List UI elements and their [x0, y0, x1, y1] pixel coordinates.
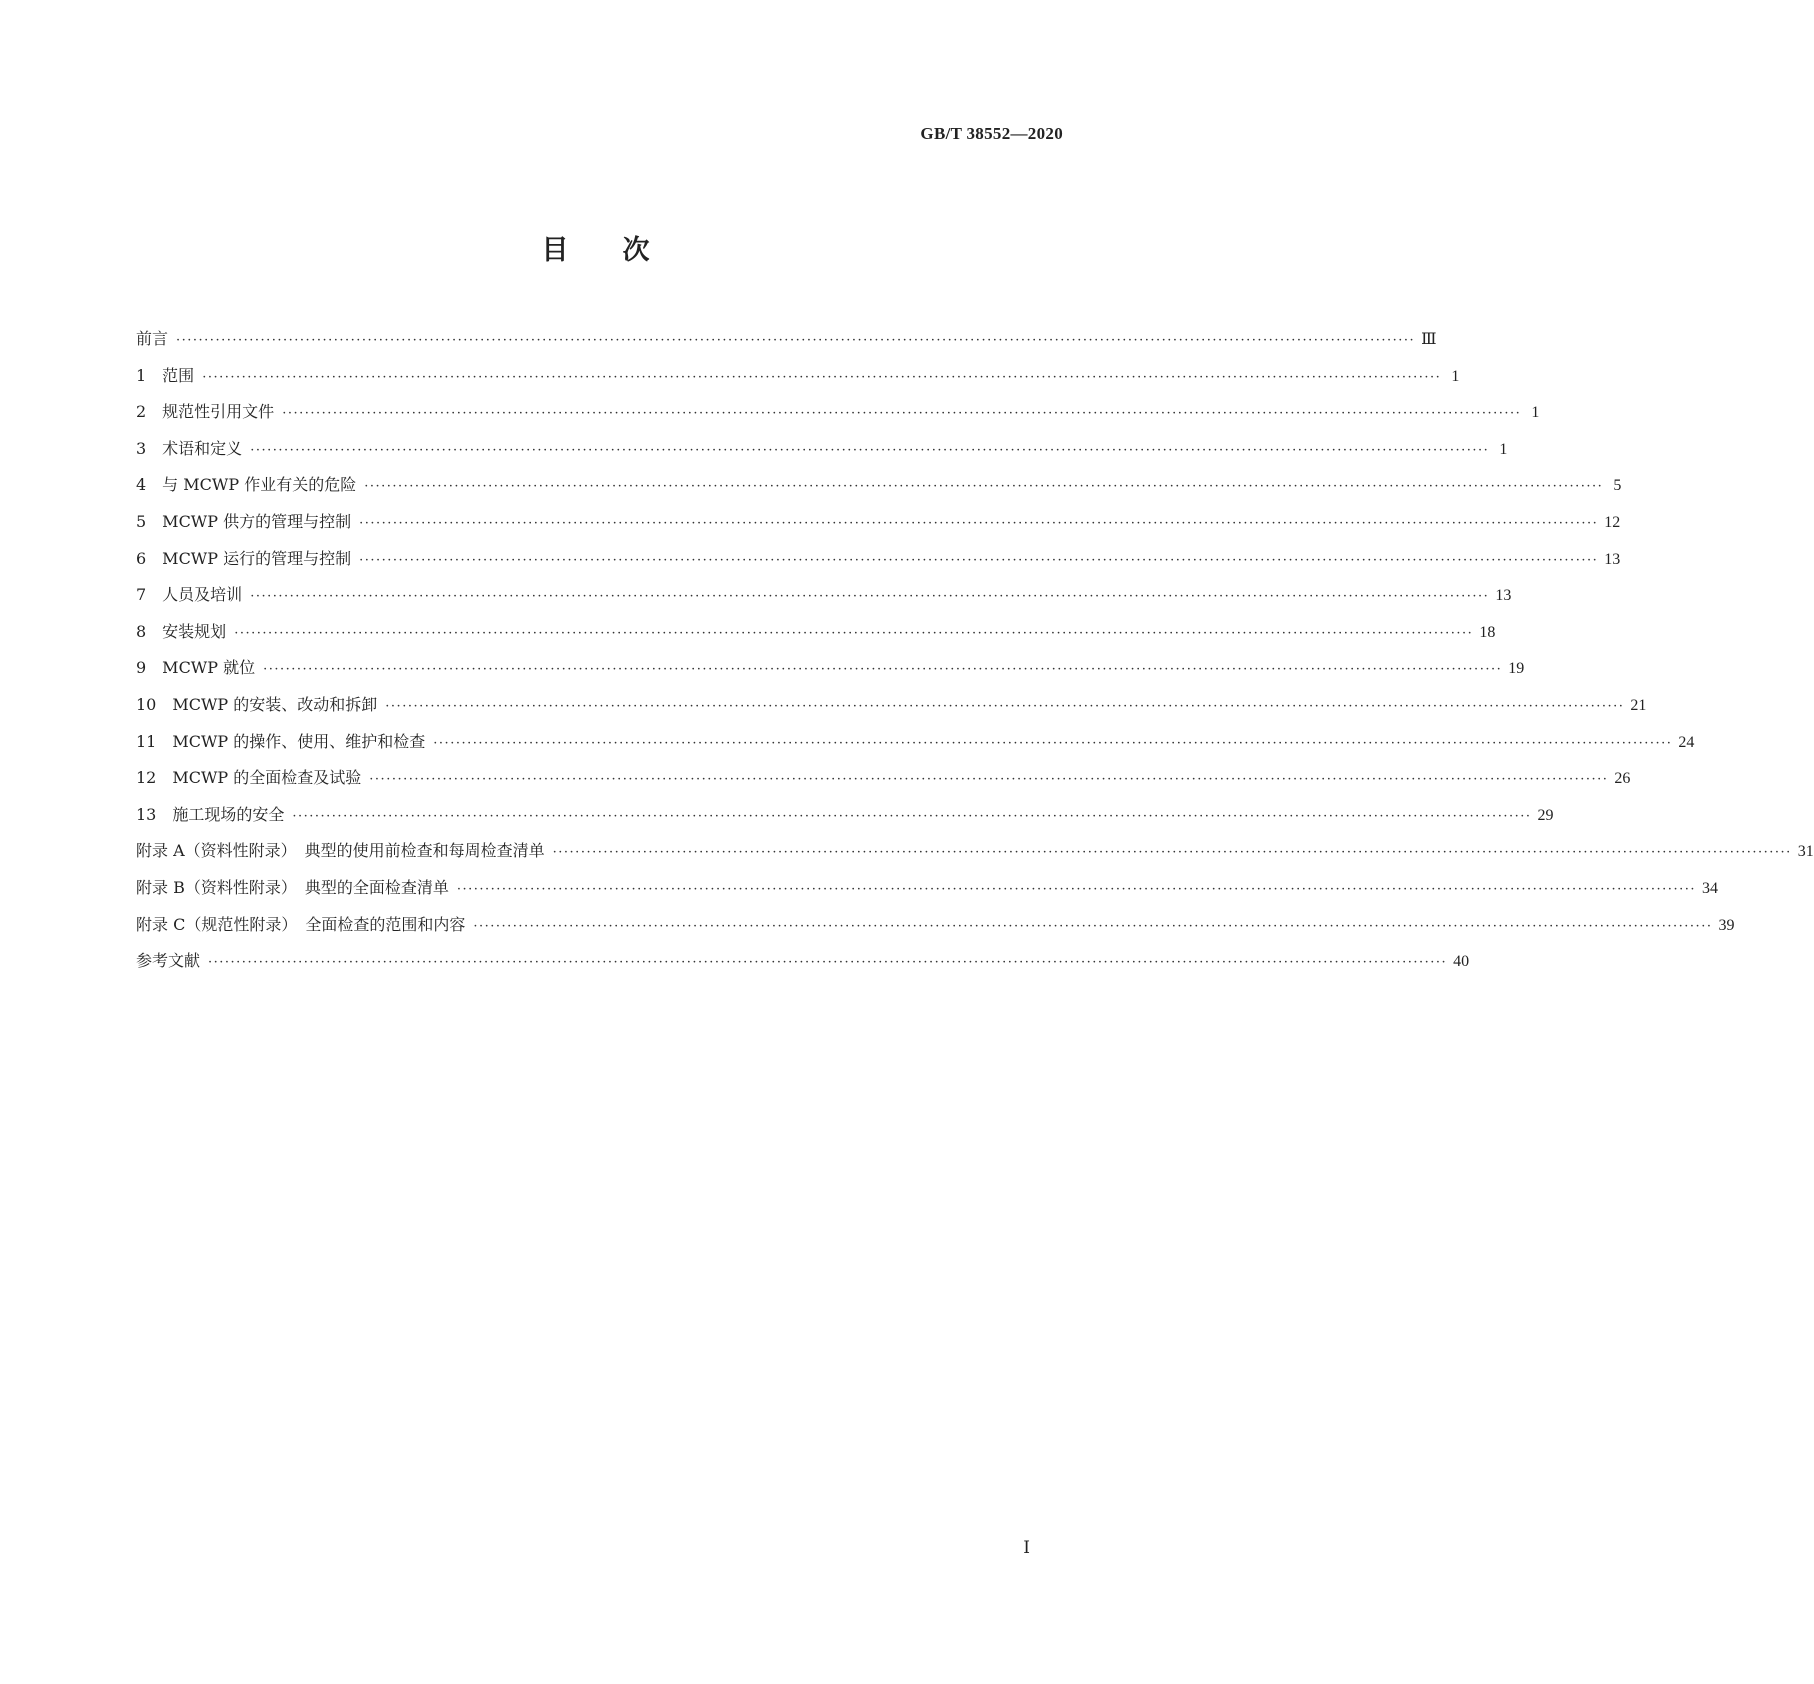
toc-entry[interactable]	[136, 875, 1718, 912]
toc-entry-label: 11 MCWP 的操作、使用、维护和检查	[136, 731, 426, 751]
dot-leader: ····························································································································································································································	[359, 515, 1599, 531]
toc-entry-page: 19	[1508, 660, 1525, 678]
toc-entry[interactable]	[136, 363, 1460, 400]
toc-entry-page: 18	[1479, 623, 1496, 641]
dot-leader: ····························································································································································································································	[456, 881, 1696, 897]
toc-entry-label: 8 安装规划	[136, 621, 227, 641]
toc-entry[interactable]	[136, 436, 1508, 473]
toc-entry[interactable]	[136, 692, 1647, 729]
dot-leader: ····························································································································································································································	[234, 625, 1474, 641]
toc-entry-page: Ⅲ	[1421, 331, 1437, 348]
toc-entry[interactable]	[136, 655, 1525, 692]
dot-leader: ····························································································································································································································	[292, 808, 1532, 824]
toc-entry-label: 13 施工现场的安全	[136, 804, 285, 824]
toc-entry-label: 参考文献	[136, 951, 201, 971]
dot-leader: ····························································································································································································································	[552, 845, 1792, 861]
toc-entry[interactable]	[136, 326, 1437, 363]
toc-entry-label: 附录 C（规范性附录） 全面检查的范围和内容	[136, 914, 466, 934]
toc-entry-page: 12	[1604, 513, 1621, 531]
toc-entry[interactable]	[136, 729, 1695, 766]
toc-entry-label: 12 MCWP 的全面检查及试验	[136, 768, 362, 788]
toc-entry-page: 34	[1701, 879, 1718, 897]
dot-leader: ····························································································································································································································	[433, 735, 1673, 751]
toc-entry-label: 6 MCWP 运行的管理与控制	[136, 548, 352, 568]
dot-leader: ····························································································································································································································	[473, 918, 1713, 934]
toc-entry[interactable]	[136, 472, 1622, 509]
toc-entry-page: 13	[1495, 587, 1512, 605]
toc-entry[interactable]	[136, 582, 1512, 619]
dot-leader: ····························································································································································································································	[282, 406, 1522, 422]
toc-entry-label: 附录 B（资料性附录） 典型的全面检查清单	[136, 877, 449, 897]
toc-entry-page: 26	[1614, 770, 1631, 788]
toc-entry-label: 4 与 MCWP 作业有关的危险	[136, 475, 357, 495]
dot-leader: ····························································································································································································································	[359, 552, 1599, 568]
dot-leader: ····························································································································································································································	[364, 479, 1604, 495]
toc-entry-label: 2 规范性引用文件	[136, 402, 275, 422]
toc-entry[interactable]	[136, 802, 1554, 839]
toc-entry-label: 7 人员及培训	[136, 585, 243, 605]
toc-entry-label: 1 范围	[136, 365, 195, 385]
toc-entry-label: 9 MCWP 就位	[136, 658, 256, 678]
toc-entry[interactable]	[136, 619, 1496, 656]
toc-entry[interactable]	[136, 546, 1621, 583]
page-title: 目 次	[541, 235, 650, 266]
dot-leader: ····························································································································································································································	[263, 662, 1503, 678]
toc-entry-label: 10 MCWP 的安装、改动和拆卸	[136, 694, 378, 714]
toc-entry-page: 1	[1531, 404, 1540, 422]
toc-entry-page: 1	[1451, 367, 1460, 385]
toc-entry-page: 39	[1718, 916, 1735, 934]
toc-entry-label: 3 术语和定义	[136, 438, 243, 458]
dot-leader: ····························································································································································································································	[202, 369, 1442, 385]
toc-entry[interactable]	[136, 509, 1621, 546]
standard-code: GB/T 38552—2020	[920, 124, 1063, 143]
toc-entry-page: 1	[1499, 440, 1508, 458]
dot-leader: ····························································································································································································································	[385, 698, 1625, 714]
dot-leader: ····························································································································································································································	[208, 955, 1448, 971]
dot-leader: ····························································································································································································································	[369, 772, 1609, 788]
toc-entry-label: 5 MCWP 供方的管理与控制	[136, 511, 352, 531]
toc-entry-page: 31	[1797, 843, 1814, 861]
toc-entry-page: 24	[1678, 733, 1695, 751]
toc-entry-label: 前言	[136, 329, 169, 348]
toc-entry-page: 5	[1613, 477, 1622, 495]
table-of-contents	[136, 326, 1814, 985]
toc-entry-page: 13	[1604, 550, 1621, 568]
toc-entry[interactable]	[136, 912, 1735, 949]
toc-entry-page: 40	[1453, 953, 1470, 971]
page-number: Ⅰ	[1023, 1538, 1030, 1557]
toc-entry[interactable]	[136, 399, 1540, 436]
toc-entry-page: 29	[1537, 806, 1554, 824]
dot-leader: ····························································································································································································································	[176, 333, 1416, 348]
dot-leader: ····························································································································································································································	[250, 442, 1490, 458]
dot-leader: ····························································································································································································································	[250, 589, 1490, 605]
toc-entry-label: 附录 A（资料性附录） 典型的使用前检查和每周检查清单	[136, 841, 545, 861]
toc-entry[interactable]	[136, 765, 1631, 802]
toc-entry[interactable]	[136, 838, 1814, 875]
toc-entry[interactable]	[136, 948, 1470, 985]
toc-entry-page: 21	[1630, 696, 1647, 714]
